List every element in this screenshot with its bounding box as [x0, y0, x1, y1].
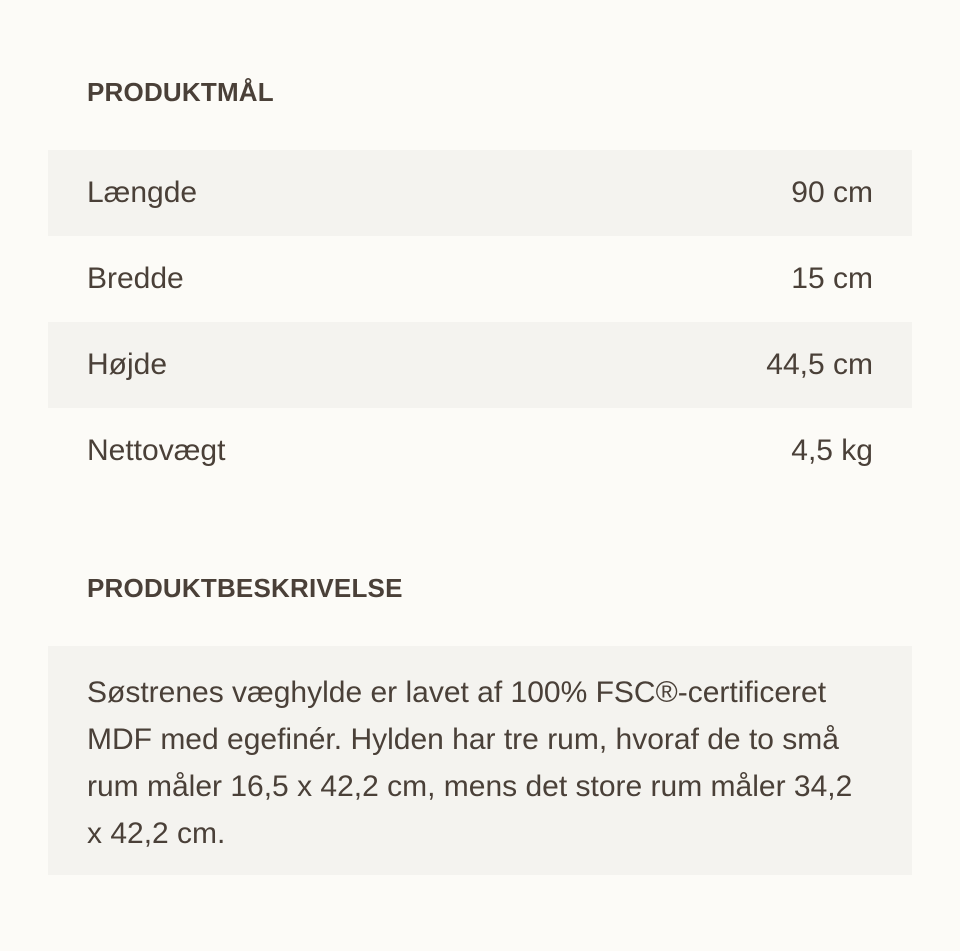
table-row: [48, 322, 912, 408]
table-row: [48, 408, 912, 494]
spec-label-length: Længde: [87, 176, 198, 209]
spec-label-net-weight: Nettovægt: [87, 434, 226, 467]
table-row: [48, 236, 912, 322]
product-description-heading: PRODUKTBESKRIVELSE: [87, 573, 403, 603]
product-dimensions-table: [48, 150, 912, 494]
spec-label-width: Bredde: [87, 262, 184, 295]
product-description-text: Søstrenes væghylde er lavet af 100% FSC®-certificeret MDF med egefinér. Hylden har tre rum, hvoraf de to små rum måler 16,5 x 42,2 cm, mens det store rum måler 34,2 x 42,2 cm.: [87, 676, 853, 850]
spec-value-height: 44,5 cm: [766, 348, 873, 381]
spec-value-width: 15 cm: [791, 262, 873, 295]
table-row: [48, 150, 912, 236]
product-description-box: [48, 646, 912, 875]
spec-label-height: Højde: [87, 348, 168, 381]
spec-value-length: 90 cm: [791, 176, 873, 209]
product-dimensions-heading: PRODUKTMÅL: [87, 77, 274, 107]
spec-value-net-weight: 4,5 kg: [791, 434, 873, 467]
